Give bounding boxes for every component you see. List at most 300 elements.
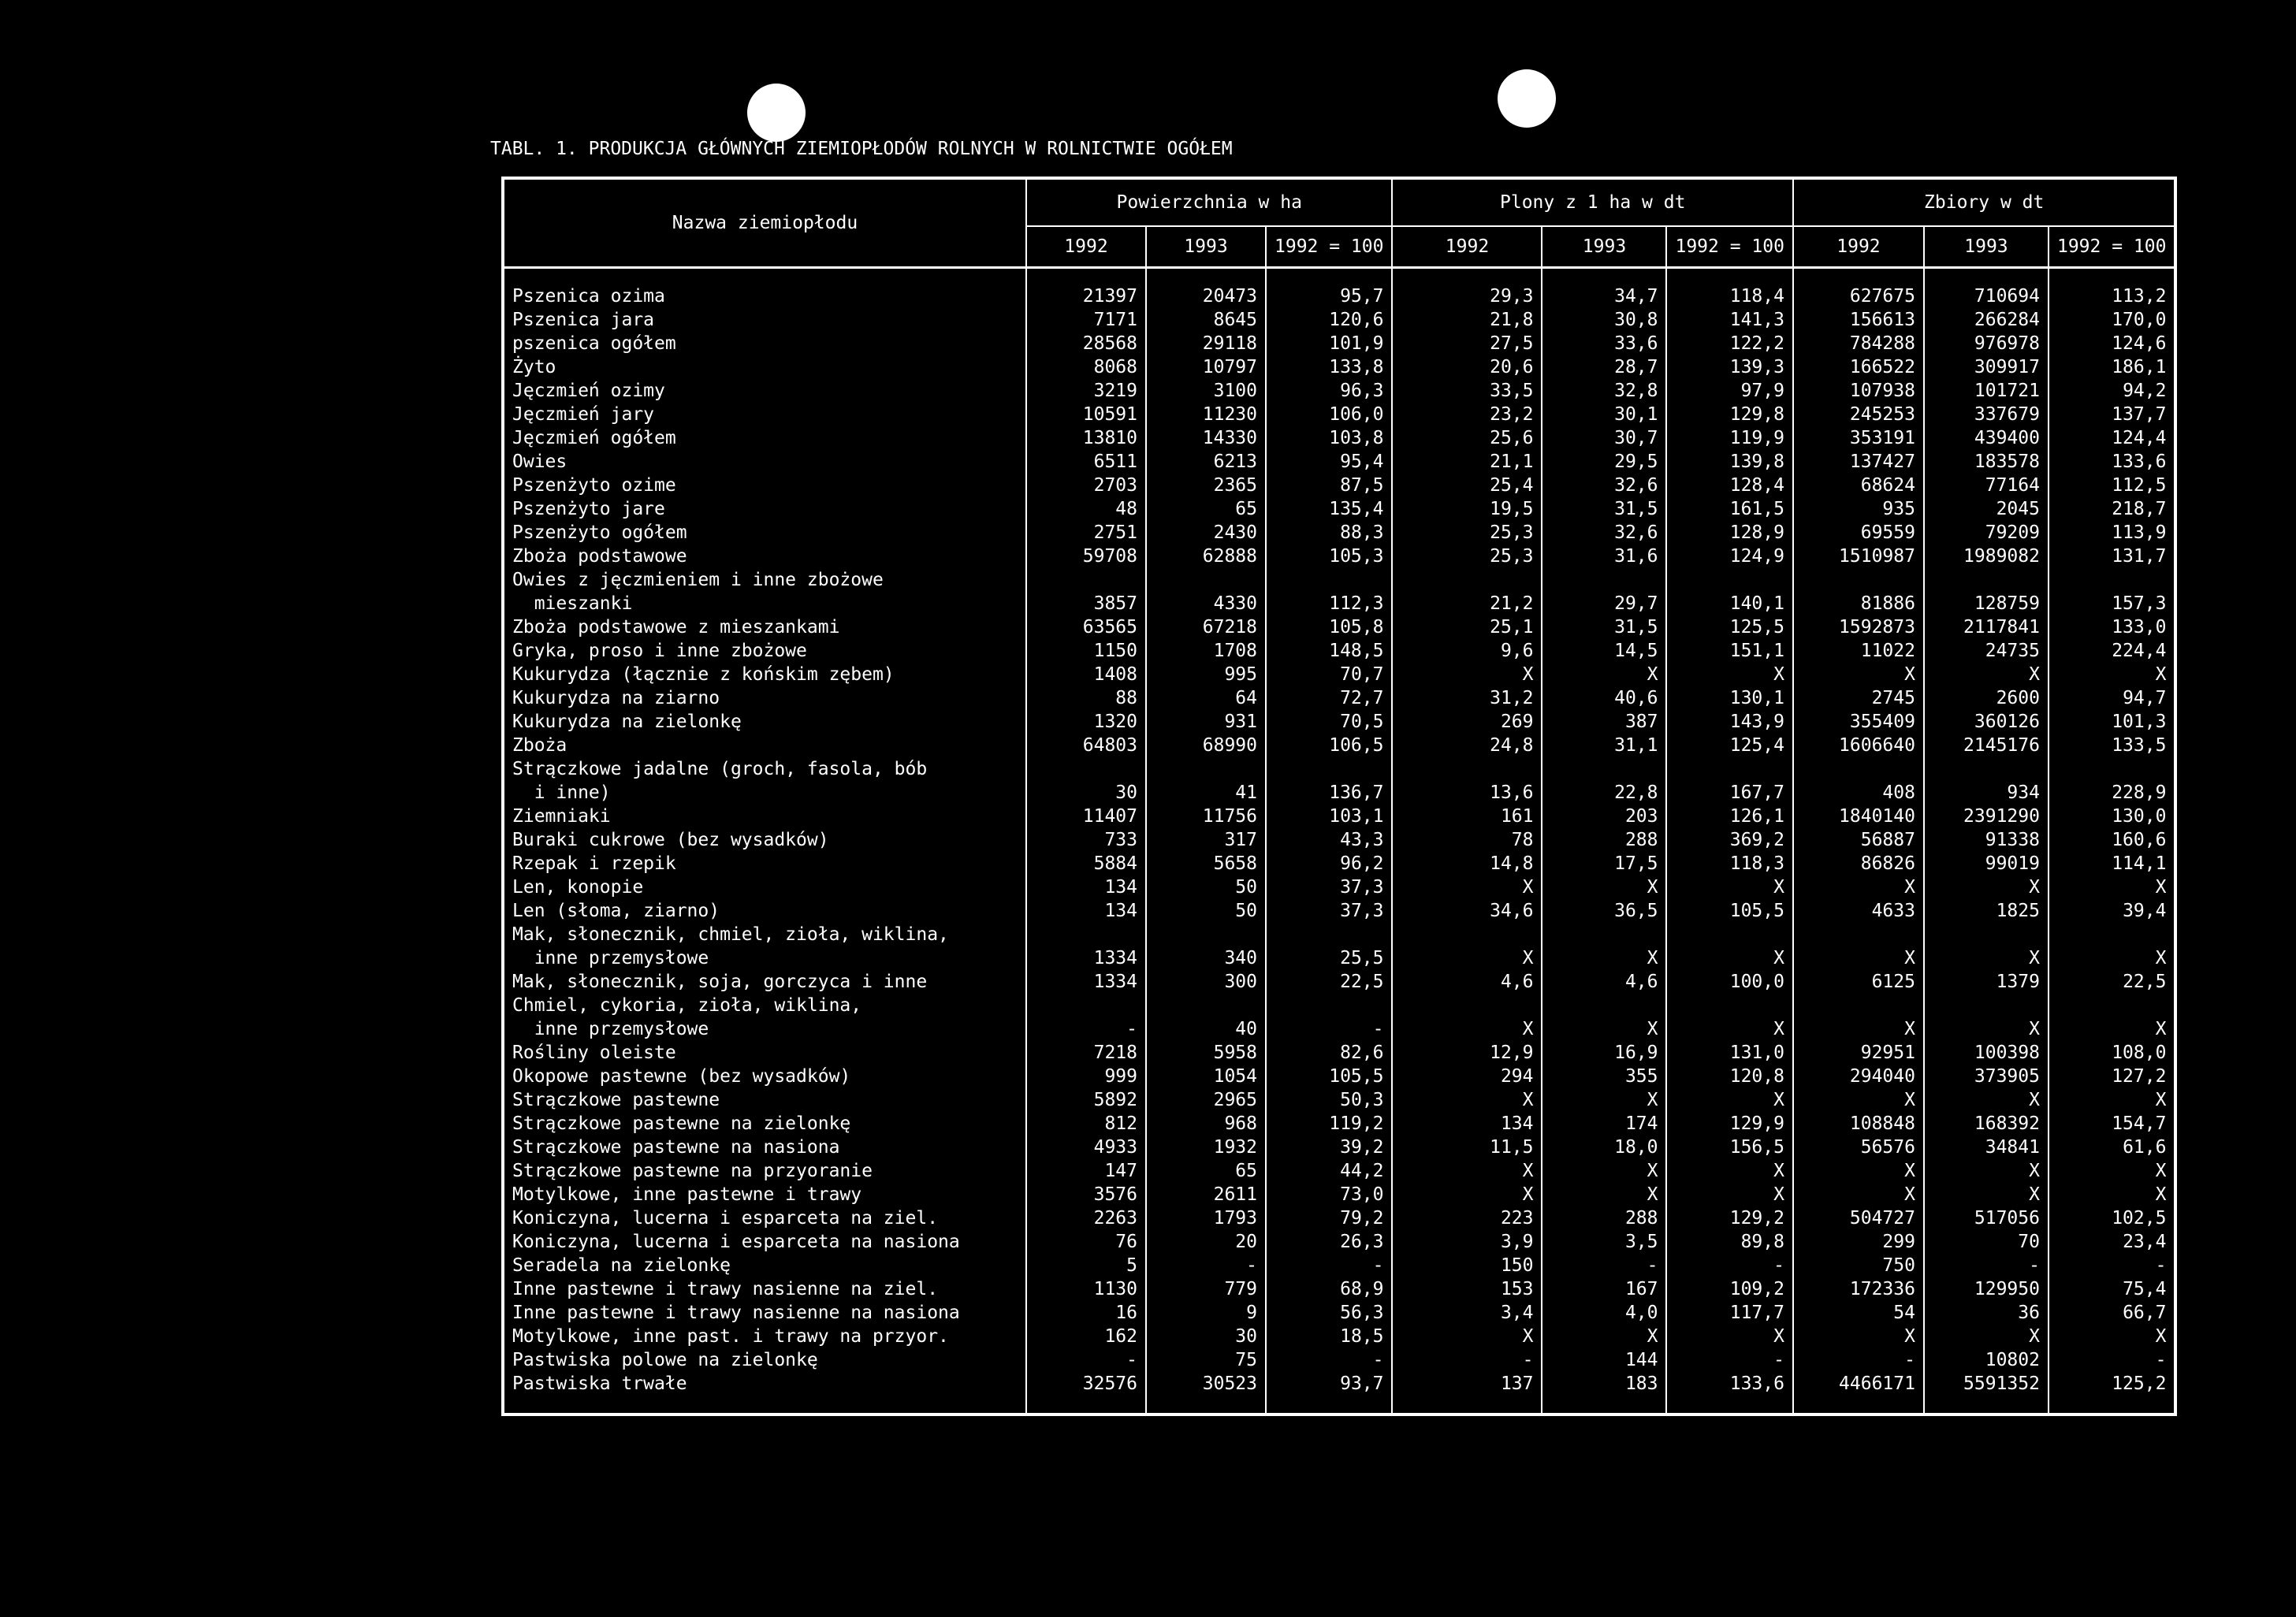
- value-cell: 113,9: [2112, 522, 2167, 543]
- value-cell: 137427: [1793, 450, 1924, 474]
- value-cell: [1026, 994, 1146, 1017]
- value-cell: 9: [1146, 1301, 1266, 1325]
- value-cell: 4,6: [1392, 970, 1542, 994]
- value-cell: 133,5: [2112, 735, 2167, 756]
- value-cell: 43,3: [1266, 828, 1392, 852]
- value-cell: 31,5: [1542, 497, 1666, 521]
- value-cell: [1146, 757, 1266, 781]
- value-cell: X: [1392, 1325, 1542, 1348]
- value-cell: 32576: [1026, 1372, 1146, 1396]
- value-cell: X: [1666, 1325, 1792, 1348]
- value-cell: 62888: [1146, 545, 1266, 568]
- table-row: [503, 308, 2175, 332]
- value-cell: 130,0: [2112, 806, 2167, 827]
- value-cell: -: [1266, 1348, 1392, 1372]
- table-row: [503, 1206, 2175, 1230]
- crop-name-cell: Buraki cukrowe (bez wysadków): [503, 828, 1026, 852]
- table-row: [503, 1088, 2175, 1112]
- value-cell: 133,0: [2112, 617, 2167, 638]
- value-cell: 3857: [1026, 592, 1146, 615]
- value-cell: 29,3: [1392, 284, 1542, 308]
- value-cell: -: [1026, 1348, 1146, 1372]
- value-cell: [1793, 923, 1924, 946]
- value-cell: 2365: [1146, 474, 1266, 497]
- value-cell: 131,0: [1666, 1041, 1792, 1065]
- crop-name-cell: Zboża: [503, 734, 1026, 757]
- table-row: [503, 639, 2175, 663]
- value-cell: 120,8: [1666, 1065, 1792, 1088]
- value-cell: 337679: [1924, 403, 2049, 426]
- value-cell: 99019: [1924, 852, 2049, 875]
- value-cell: 29,7: [1542, 592, 1666, 615]
- value-cell: 935: [1793, 497, 1924, 521]
- table-row: [503, 899, 2175, 923]
- value-cell: 136,7: [1266, 781, 1392, 805]
- crop-name-cell: Pszenica ozima: [503, 284, 1026, 308]
- value-cell: [1542, 757, 1666, 781]
- value-cell: 16,9: [1542, 1041, 1666, 1065]
- punch-hole-left: [747, 84, 806, 142]
- value-cell: X: [1793, 663, 1924, 686]
- value-cell: 124,6: [2112, 333, 2167, 354]
- value-cell: 40,6: [1542, 686, 1666, 710]
- value-cell: 2117841: [1924, 615, 2049, 639]
- value-cell: 30523: [1146, 1372, 1266, 1396]
- value-cell: 118,4: [1666, 284, 1792, 308]
- value-cell: 13810: [1026, 426, 1146, 450]
- value-cell: 124,4: [2112, 428, 2167, 448]
- crop-name-cell: Kukurydza (łącznie z końskim zębem): [503, 663, 1026, 686]
- value-cell: 186,1: [2112, 357, 2167, 377]
- value-cell: -: [1793, 1348, 1924, 1372]
- value-cell: [2049, 994, 2175, 1017]
- table-row: [503, 1254, 2175, 1277]
- value-cell: 117,7: [1666, 1301, 1792, 1325]
- crop-name-cell: Koniczyna, lucerna i esparceta na nasiona: [503, 1230, 1026, 1254]
- value-cell: 65: [1146, 497, 1266, 521]
- value-cell: 10797: [1146, 355, 1266, 379]
- value-cell: 223: [1392, 1206, 1542, 1230]
- table-row: [503, 426, 2175, 450]
- value-cell: 125,4: [1666, 734, 1792, 757]
- table-row: [503, 1325, 2175, 1348]
- value-cell: [1146, 923, 1266, 946]
- value-cell: -: [1924, 1254, 2049, 1277]
- value-cell: 76: [1026, 1230, 1146, 1254]
- table-row: [503, 875, 2175, 899]
- crop-name-cell: Inne pastewne i trawy nasienne na nasiona: [503, 1301, 1026, 1325]
- value-cell: 48: [1026, 497, 1146, 521]
- value-cell: 30,7: [1542, 426, 1666, 450]
- value-cell: 1708: [1146, 639, 1266, 663]
- value-cell: 103,8: [1266, 426, 1392, 450]
- value-cell: 134: [1392, 1112, 1542, 1136]
- value-cell: 14,8: [1392, 852, 1542, 875]
- value-cell: X: [1666, 1183, 1792, 1206]
- value-cell: 61,6: [2123, 1137, 2167, 1158]
- table-row: [503, 1348, 2175, 1372]
- value-cell: 6511: [1026, 450, 1146, 474]
- value-cell: 7218: [1026, 1041, 1146, 1065]
- value-cell: X: [1924, 1183, 2049, 1206]
- value-cell: X: [1666, 946, 1792, 970]
- value-cell: 294040: [1793, 1065, 1924, 1088]
- table-row: [503, 1301, 2175, 1325]
- value-cell: 995: [1146, 663, 1266, 686]
- value-cell: 2430: [1146, 521, 1266, 545]
- crop-name-cell: mieszanki: [503, 592, 1026, 615]
- value-cell: X: [1392, 1088, 1542, 1112]
- value-cell: 28568: [1026, 332, 1146, 355]
- table-row: [503, 852, 2175, 875]
- value-cell: 70: [1924, 1230, 2049, 1254]
- value-cell: 309917: [1924, 355, 2049, 379]
- value-cell: 131,7: [2112, 546, 2167, 567]
- value-cell: 118,3: [1666, 852, 1792, 875]
- value-cell: 87,5: [1266, 474, 1392, 497]
- value-cell: 3,9: [1392, 1230, 1542, 1254]
- value-cell: 75: [1146, 1348, 1266, 1372]
- value-cell: 2045: [1924, 497, 2049, 521]
- value-cell: 77164: [1924, 474, 2049, 497]
- value-cell: 25,3: [1392, 545, 1542, 568]
- table-row: [503, 1112, 2175, 1136]
- value-cell: 779: [1146, 1277, 1266, 1301]
- value-cell: [1146, 568, 1266, 592]
- value-cell: 130,1: [1666, 686, 1792, 710]
- value-cell: 101,9: [1266, 332, 1392, 355]
- value-cell: 3219: [1026, 379, 1146, 403]
- value-cell: [1026, 568, 1146, 592]
- value-cell: -: [1542, 1254, 1666, 1277]
- value-cell: X: [1924, 1325, 2049, 1348]
- value-cell: 269: [1392, 710, 1542, 734]
- value-cell: 17,5: [1542, 852, 1666, 875]
- value-cell: 122,2: [1666, 332, 1792, 355]
- table-row: [503, 757, 2175, 781]
- crop-name-cell: Strączkowe pastewne: [503, 1088, 1026, 1112]
- table-row: [503, 332, 2175, 355]
- value-cell: 30: [1146, 1325, 1266, 1348]
- crop-name-cell: Pastwiska polowe na zielonkę: [503, 1348, 1026, 1372]
- production-table: [501, 177, 2177, 1416]
- table-row: [503, 497, 2175, 521]
- table-row: [503, 663, 2175, 686]
- value-cell: X: [2155, 1019, 2167, 1039]
- table-row: [503, 1017, 2175, 1041]
- value-cell: -: [1666, 1348, 1792, 1372]
- crop-name-cell: Pszenżyto ozime: [503, 474, 1026, 497]
- value-cell: X: [1392, 1183, 1542, 1206]
- value-cell: 79,2: [1266, 1206, 1392, 1230]
- value-cell: 3100: [1146, 379, 1266, 403]
- value-cell: 11,5: [1392, 1136, 1542, 1159]
- value-cell: -: [1266, 1017, 1392, 1041]
- value-cell: 93,7: [1266, 1372, 1392, 1396]
- value-cell: 72,7: [1266, 686, 1392, 710]
- value-cell: X: [1542, 1088, 1666, 1112]
- value-cell: 288: [1542, 828, 1666, 852]
- value-cell: 103,1: [1266, 805, 1392, 828]
- value-cell: 1932: [1146, 1136, 1266, 1159]
- value-cell: 10591: [1026, 403, 1146, 426]
- header-crop-name: Nazwa ziemiopłodu: [503, 178, 1026, 268]
- value-cell: [1666, 923, 1792, 946]
- crop-name-cell: Chmiel, cykoria, zioła, wiklina,: [503, 994, 1026, 1017]
- value-cell: 56,3: [1266, 1301, 1392, 1325]
- value-cell: 94,2: [2123, 381, 2167, 401]
- value-cell: 150: [1392, 1254, 1542, 1277]
- value-cell: [1793, 994, 1924, 1017]
- value-cell: 65: [1146, 1159, 1266, 1183]
- crop-name-cell: Zboża podstawowe z mieszankami: [503, 615, 1026, 639]
- value-cell: 34,7: [1542, 284, 1666, 308]
- table-row: [503, 1183, 2175, 1206]
- value-cell: 95,4: [1266, 450, 1392, 474]
- value-cell: 13,6: [1392, 781, 1542, 805]
- value-cell: 95,7: [1266, 284, 1392, 308]
- value-cell: 5884: [1026, 852, 1146, 875]
- value-cell: 68624: [1793, 474, 1924, 497]
- value-cell: 25,1: [1392, 615, 1542, 639]
- value-cell: 101721: [1924, 379, 2049, 403]
- value-cell: [1666, 994, 1792, 1017]
- value-cell: 92951: [1793, 1041, 1924, 1065]
- value-cell: [1542, 994, 1666, 1017]
- value-cell: X: [1924, 1088, 2049, 1112]
- value-cell: 7171: [1026, 308, 1146, 332]
- crop-name-cell: Strączkowe pastewne na zielonkę: [503, 1112, 1026, 1136]
- value-cell: 113,2: [2112, 286, 2167, 307]
- value-cell: X: [1392, 1017, 1542, 1041]
- crop-name-cell: Len, konopie: [503, 875, 1026, 899]
- value-cell: 135,4: [1266, 497, 1392, 521]
- value-cell: 133,6: [2112, 452, 2167, 472]
- value-cell: 14,5: [1542, 639, 1666, 663]
- crop-name-cell: Strączkowe pastewne na nasiona: [503, 1136, 1026, 1159]
- value-cell: 32,6: [1542, 521, 1666, 545]
- value-cell: 29,5: [1542, 450, 1666, 474]
- subheader-yield-1993: 1993: [1542, 226, 1666, 268]
- value-cell: 2703: [1026, 474, 1146, 497]
- value-cell: 64: [1146, 686, 1266, 710]
- value-cell: [1266, 923, 1392, 946]
- value-cell: 8645: [1146, 308, 1266, 332]
- value-cell: 114,1: [2112, 853, 2167, 874]
- value-cell: [1793, 568, 1924, 592]
- value-cell: 96,2: [1266, 852, 1392, 875]
- crop-name-cell: Jęczmień ogółem: [503, 426, 1026, 450]
- value-cell: 50: [1146, 899, 1266, 923]
- value-cell: [1793, 757, 1924, 781]
- value-cell: 133,6: [1666, 1372, 1792, 1396]
- value-cell: 73,0: [1266, 1183, 1392, 1206]
- value-cell: 134: [1026, 875, 1146, 899]
- value-cell: X: [1542, 1017, 1666, 1041]
- value-cell: X: [1793, 1159, 1924, 1183]
- value-cell: 10802: [1924, 1348, 2049, 1372]
- value-cell: 56576: [1793, 1136, 1924, 1159]
- value-cell: [2049, 757, 2175, 781]
- value-cell: [1392, 568, 1542, 592]
- value-cell: 134: [1026, 899, 1146, 923]
- value-cell: [2049, 923, 2175, 946]
- value-cell: 88: [1026, 686, 1146, 710]
- table-body: [503, 268, 2175, 1415]
- value-cell: 5658: [1146, 852, 1266, 875]
- value-cell: 22,5: [2123, 972, 2167, 992]
- value-cell: [1266, 757, 1392, 781]
- value-cell: 1793: [1146, 1206, 1266, 1230]
- crop-name-cell: Motylkowe, inne pastewne i trawy: [503, 1183, 1026, 1206]
- value-cell: 4933: [1026, 1136, 1146, 1159]
- value-cell: X: [1793, 1017, 1924, 1041]
- table-row: [503, 474, 2175, 497]
- value-cell: 34841: [1924, 1136, 2049, 1159]
- crop-name-cell: inne przemysłowe: [503, 1017, 1026, 1041]
- value-cell: 63565: [1026, 615, 1146, 639]
- value-cell: [1924, 994, 2049, 1017]
- subheader-yield-1992: 1992: [1392, 226, 1542, 268]
- value-cell: 21397: [1026, 284, 1146, 308]
- value-cell: 224,4: [2112, 641, 2167, 661]
- value-cell: X: [1666, 1088, 1792, 1112]
- value-cell: [1026, 923, 1146, 946]
- value-cell: 3,4: [1392, 1301, 1542, 1325]
- value-cell: 54: [1793, 1301, 1924, 1325]
- value-cell: 102,5: [2112, 1208, 2167, 1229]
- value-cell: 968: [1146, 1112, 1266, 1136]
- value-cell: 31,6: [1542, 545, 1666, 568]
- crop-name-cell: Mak, słonecznik, soja, gorczyca i inne: [503, 970, 1026, 994]
- crop-name-cell: Pszenica jara: [503, 308, 1026, 332]
- value-cell: 5591352: [1924, 1372, 2049, 1396]
- value-cell: 153: [1392, 1277, 1542, 1301]
- value-cell: 33,5: [1392, 379, 1542, 403]
- value-cell: 109,2: [1666, 1277, 1792, 1301]
- table-row: [503, 710, 2175, 734]
- value-cell: 156,5: [1666, 1136, 1792, 1159]
- crop-name-cell: Pastwiska trwałe: [503, 1372, 1026, 1396]
- value-cell: 4466171: [1793, 1372, 1924, 1396]
- value-cell: 355: [1542, 1065, 1666, 1088]
- value-cell: X: [1542, 663, 1666, 686]
- value-cell: 119,2: [1266, 1112, 1392, 1136]
- value-cell: X: [1392, 663, 1542, 686]
- value-cell: 105,5: [1666, 899, 1792, 923]
- value-cell: 59708: [1026, 545, 1146, 568]
- value-cell: 172336: [1793, 1277, 1924, 1301]
- crop-name-cell: Mak, słonecznik, chmiel, zioła, wiklina,: [503, 923, 1026, 946]
- table-row: [503, 450, 2175, 474]
- value-cell: 31,2: [1392, 686, 1542, 710]
- value-cell: X: [2155, 664, 2167, 685]
- value-cell: 94,7: [2123, 688, 2167, 708]
- value-cell: X: [1542, 946, 1666, 970]
- value-cell: 139,3: [1666, 355, 1792, 379]
- subheader-harvest-1992: 1992: [1793, 226, 1924, 268]
- crop-name-cell: Kukurydza na ziarno: [503, 686, 1026, 710]
- value-cell: 148,5: [1266, 639, 1392, 663]
- value-cell: 144: [1542, 1348, 1666, 1372]
- value-cell: 86826: [1793, 852, 1924, 875]
- value-cell: 32,8: [1542, 379, 1666, 403]
- value-cell: 21,8: [1392, 308, 1542, 332]
- table-row: [503, 355, 2175, 379]
- table-row: [503, 379, 2175, 403]
- value-cell: 88,3: [1266, 521, 1392, 545]
- value-cell: X: [1924, 1159, 2049, 1183]
- value-cell: 733: [1026, 828, 1146, 852]
- crop-name-cell: Pszenżyto jare: [503, 497, 1026, 521]
- table-title: TABL. 1. PRODUKCJA GŁÓWNYCH ZIEMIOPŁODÓW ROLNYCH W ROLNICTWIE OGÓŁEM: [490, 139, 1233, 159]
- value-cell: 3,5: [1542, 1230, 1666, 1254]
- value-cell: 120,6: [1266, 308, 1392, 332]
- table-row: [503, 1136, 2175, 1159]
- value-cell: 31,5: [1542, 615, 1666, 639]
- table-row: [503, 284, 2175, 308]
- value-cell: 106,0: [1266, 403, 1392, 426]
- value-cell: 4633: [1793, 899, 1924, 923]
- value-cell: 5892: [1026, 1088, 1146, 1112]
- value-cell: 3576: [1026, 1183, 1146, 1206]
- value-cell: 369,2: [1666, 828, 1792, 852]
- value-cell: 11756: [1146, 805, 1266, 828]
- value-cell: [1924, 757, 2049, 781]
- value-cell: X: [1924, 946, 2049, 970]
- value-cell: 934: [1924, 781, 2049, 805]
- crop-name-cell: Pszenżyto ogółem: [503, 521, 1026, 545]
- value-cell: 408: [1793, 781, 1924, 805]
- value-cell: X: [1392, 875, 1542, 899]
- value-cell: 999: [1026, 1065, 1146, 1088]
- value-cell: 112,3: [1266, 592, 1392, 615]
- table-row: [503, 686, 2175, 710]
- value-cell: X: [1392, 1159, 1542, 1183]
- value-cell: 106,5: [1266, 734, 1392, 757]
- value-cell: 69559: [1793, 521, 1924, 545]
- table-row: [503, 403, 2175, 426]
- value-cell: 2751: [1026, 521, 1146, 545]
- value-cell: 70,7: [1266, 663, 1392, 686]
- value-cell: 147: [1026, 1159, 1146, 1183]
- value-cell: -: [1392, 1348, 1542, 1372]
- value-cell: 5: [1026, 1254, 1146, 1277]
- value-cell: 2391290: [1924, 805, 2049, 828]
- value-cell: 504727: [1793, 1206, 1924, 1230]
- value-cell: 1592873: [1793, 615, 1924, 639]
- value-cell: 1130: [1026, 1277, 1146, 1301]
- value-cell: 67218: [1146, 615, 1266, 639]
- value-cell: 119,9: [1666, 426, 1792, 450]
- value-cell: 387: [1542, 710, 1666, 734]
- value-cell: 21,2: [1392, 592, 1542, 615]
- value-cell: 931: [1146, 710, 1266, 734]
- value-cell: 710694: [1924, 284, 2049, 308]
- crop-name-cell: Jęczmień ozimy: [503, 379, 1026, 403]
- value-cell: [2049, 568, 2175, 592]
- value-cell: 167: [1542, 1277, 1666, 1301]
- value-cell: 1408: [1026, 663, 1146, 686]
- value-cell: 20: [1146, 1230, 1266, 1254]
- value-cell: 183578: [1924, 450, 2049, 474]
- value-cell: X: [2155, 948, 2167, 968]
- value-cell: 143,9: [1666, 710, 1792, 734]
- value-cell: 154,7: [2112, 1113, 2167, 1134]
- table-row: [503, 805, 2175, 828]
- value-cell: 160,6: [2112, 830, 2167, 850]
- table-bottom-padding: [503, 1396, 2175, 1414]
